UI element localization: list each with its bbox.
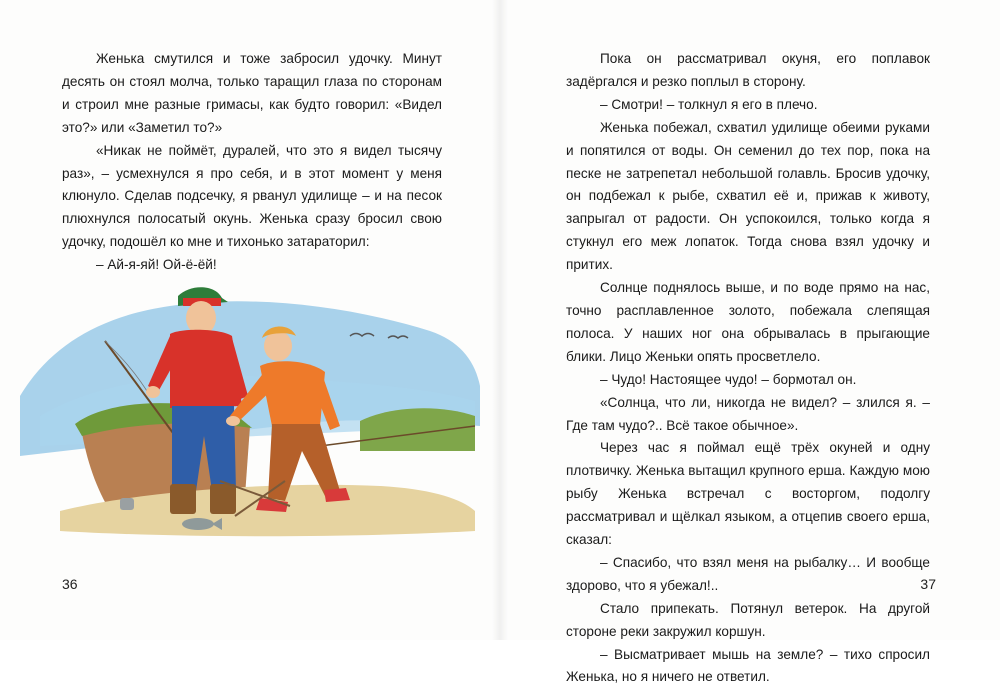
left-page bbox=[0, 0, 500, 640]
left-page-text bbox=[62, 48, 442, 277]
paragraph: Пока он рассматривал окуня, его поплавок задёргался и резко поплыл в сторону. bbox=[566, 51, 930, 89]
paragraph: – Смотри! – толкнул я его в плечо. bbox=[600, 96, 818, 112]
paragraph: Через час я поймал ещё трёх окуней и одну плотвичку. Женька вытащил крупного ерша. Каждую мою рыбу Женька встречал с восторгом, подолгу рассматривал и щёлкал языком, а отцепив своего ерша, сказал: bbox=[566, 440, 930, 548]
paragraph: Женька смутился и тоже забросил удочку. Минут десять он стоял молча, только таращил глаза по сторонам и строил мне разные гримасы, как будто говорил: «Видел это?» или «Заметил то?» bbox=[62, 51, 442, 135]
right-page bbox=[500, 0, 1000, 685]
grass-right bbox=[360, 408, 475, 451]
tin-can bbox=[120, 498, 134, 510]
paragraph: Солнце поднялось выше, и по воде прямо на нас, точно расплавленное золото, побежала слепящая полоса. У наших ног она обрывалась в прыгающие блики. Лицо Женьки опять просветлело. bbox=[566, 280, 930, 364]
paragraph: Стало припекать. Потянул ветерок. На другой стороне реки закружил коршун. bbox=[566, 600, 930, 639]
paragraph: – Ай-я-яй! Ой-ё-ёй! bbox=[96, 257, 217, 273]
page-number: 37 bbox=[920, 576, 936, 592]
paragraph: «Солнца, что ли, никогда не видел? – злился я. – Где там чудо?.. Всё такое обычное». bbox=[566, 394, 930, 433]
fish-icon bbox=[182, 518, 214, 530]
paragraph: Женька побежал, схватил удилище обеими руками и попятился от воды. Он семенил до тех пор, пока на песке не затрепетал небольшой голавль. Бросив удочку, он подбежал к рыбе, схватил её и, прижав к животу, запрыгал от радости. Он успокоился, только когда я стукнул его меж лопаток. Тогда снова взял удочку и притих. bbox=[566, 119, 930, 273]
page-number: 36 bbox=[62, 576, 78, 592]
right-page-text bbox=[566, 48, 930, 689]
paragraph: «Никак не поймёт, дуралей, что это я видел тысячу раз», – усмехнулся я про себя, и в этот момент у меня клюнуло. Сделав подсечку, я рванул удилище – и на песок плюхнулся полосатый окунь. Женька сразу бросил свою удочку, подошёл ко мне и тихонько затараторил: bbox=[62, 142, 442, 250]
paragraph: – Спасибо, что взял меня на рыбалку… И вообще здорово, что я убежал!.. bbox=[566, 554, 930, 593]
paragraph: – Чудо! Настоящее чудо! – бормотал он. bbox=[600, 371, 857, 387]
paragraph: – Высматривает мышь на земле? – тихо спросил Женька, но я ничего не ответил. bbox=[566, 646, 930, 685]
fishing-boys-illustration bbox=[20, 276, 480, 536]
